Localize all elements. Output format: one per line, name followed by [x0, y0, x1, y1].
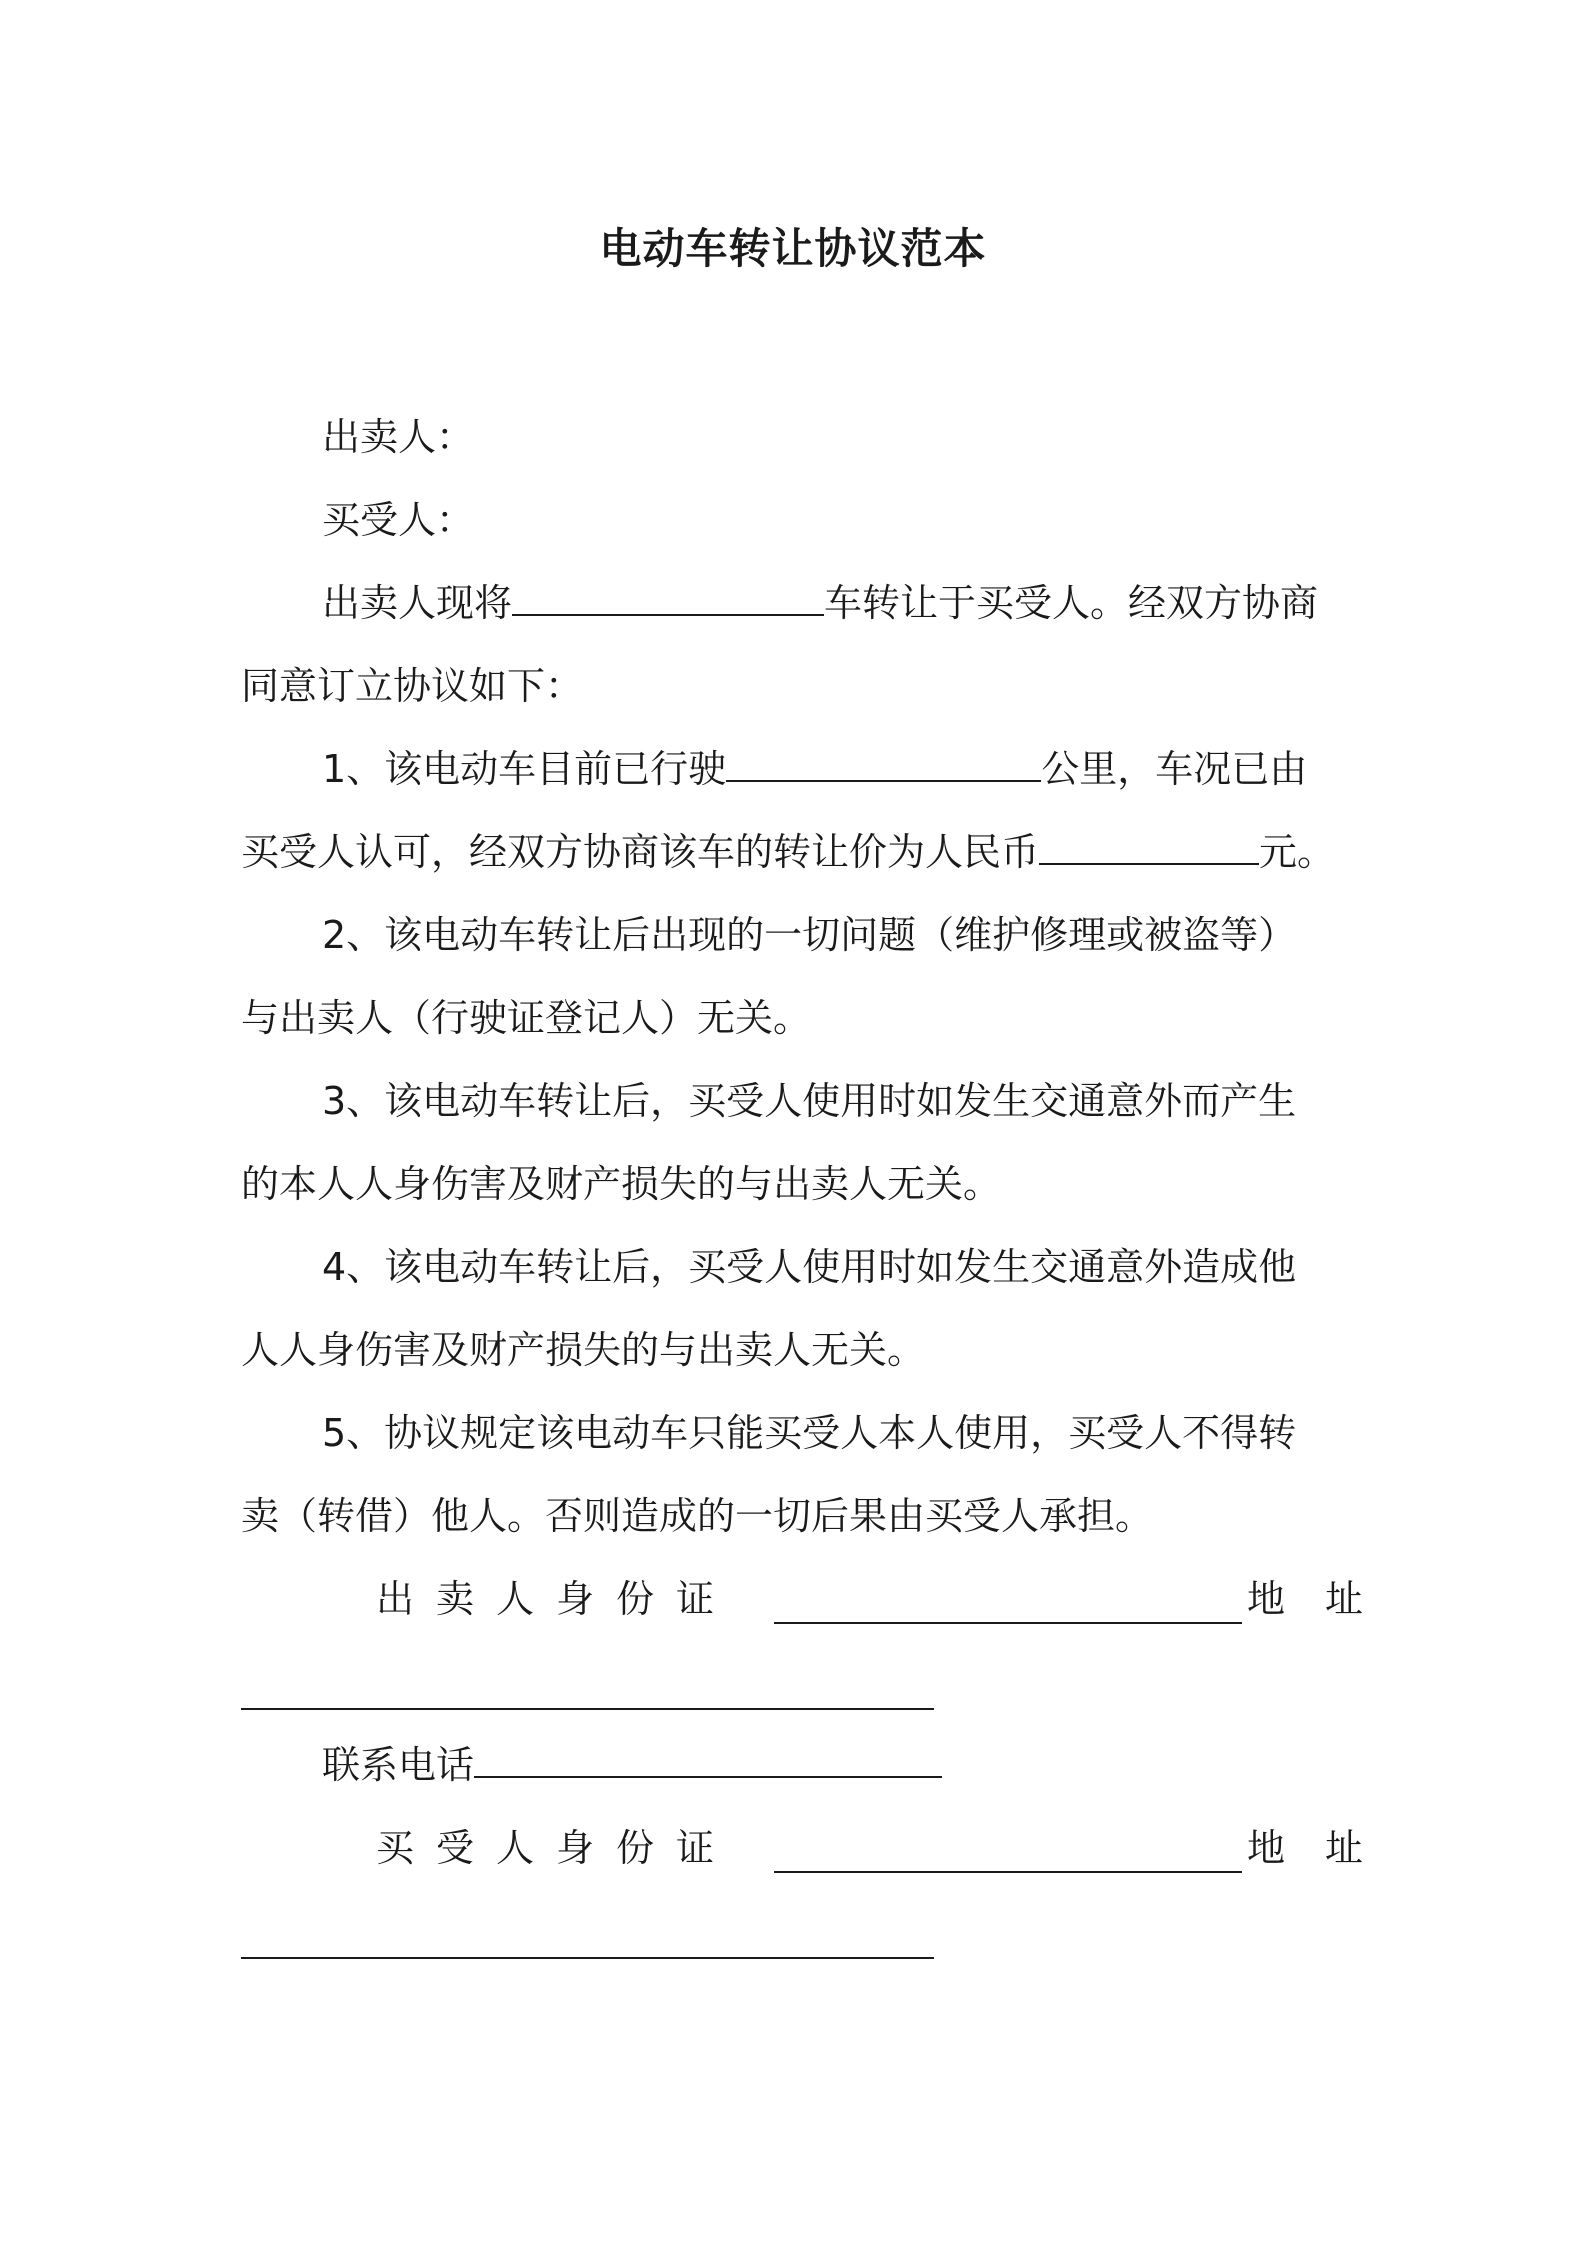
- buyer-address-line: [1247, 1823, 1403, 1873]
- clause3-text-line1: 3、该电动车转让后，买受人使用时如发生交通意外而产生: [322, 1079, 1297, 1123]
- intro-text-before: 出卖人现将: [322, 581, 513, 625]
- clause4-line-2: [241, 1325, 925, 1375]
- clause1-line-2: [241, 827, 1335, 877]
- seller-label: 出卖人：: [322, 415, 475, 459]
- intro-text-after: 车转让于买受人。经双方协商: [824, 581, 1319, 625]
- buyer-address-label: 地址: [1247, 1826, 1404, 1870]
- buyer-id-blank[interactable]: [774, 1835, 1242, 1873]
- clause1-text-before: 1、该电动车目前已行驶: [322, 747, 727, 791]
- intro-line-1: [322, 578, 1318, 628]
- document-title: 电动车转让协议范本: [599, 224, 987, 273]
- buyer-line: [322, 495, 474, 545]
- clause5-text-line1: 5、协议规定该电动车只能买受人本人使用，买受人不得转: [322, 1411, 1297, 1455]
- seller-id-blank[interactable]: [774, 1586, 1242, 1624]
- buyer-id-label: 买受人身份证: [376, 1826, 737, 1870]
- phone-blank[interactable]: [474, 1740, 942, 1778]
- clause1-line-1: [322, 744, 1307, 794]
- clause5-line-2: [241, 1491, 1153, 1541]
- seller-id-label: 出卖人身份证: [376, 1577, 737, 1621]
- buyer-address-blank[interactable]: [241, 1921, 934, 1959]
- clause2-line-2: [241, 993, 811, 1043]
- seller-line: [322, 412, 474, 462]
- seller-address-blank[interactable]: [241, 1672, 934, 1710]
- clause4-text-line2: 人人身伤害及财产损失的与出卖人无关。: [241, 1328, 926, 1372]
- clause4-line-1: [322, 1242, 1296, 1292]
- clause2-text-line1: 2、该电动车转让后出现的一切问题（维护修理或被盗等）: [322, 913, 1297, 957]
- phone-label: 联系电话: [322, 1743, 475, 1787]
- vehicle-blank[interactable]: [512, 578, 824, 616]
- clause2-text-line2: 与出卖人（行驶证登记人）无关。: [241, 996, 812, 1040]
- seller-address-label: 地址: [1247, 1577, 1404, 1621]
- seller-address-line: [1247, 1574, 1403, 1624]
- phone-line: [322, 1740, 942, 1790]
- clause1-text-line2-before: 买受人认可，经双方协商该车的转让价为人民币: [241, 830, 1040, 874]
- seller-id-line: [376, 1574, 736, 1624]
- intro-text-line2: 同意订立协议如下：: [241, 664, 584, 708]
- clause1-text-after: 公里，车况已由: [1041, 747, 1308, 791]
- clause1-text-line2-after: 元。: [1259, 830, 1336, 874]
- buyer-label: 买受人：: [322, 498, 475, 542]
- clause3-text-line2: 的本人人身伤害及财产损失的与出卖人无关。: [241, 1162, 1002, 1206]
- buyer-id-line: [376, 1823, 736, 1873]
- clause5-text-line2: 卖（转借）他人。否则造成的一切后果由买受人承担。: [241, 1494, 1154, 1538]
- clause5-line-1: [322, 1408, 1296, 1458]
- clause3-line-1: [322, 1076, 1296, 1126]
- intro-line-2: [241, 661, 583, 711]
- mileage-blank[interactable]: [726, 744, 1041, 782]
- clause4-text-line1: 4、该电动车转让后，买受人使用时如发生交通意外造成他: [322, 1245, 1297, 1289]
- price-blank[interactable]: [1039, 827, 1259, 865]
- clause2-line-1: [322, 910, 1296, 960]
- clause3-line-2: [241, 1159, 1001, 1209]
